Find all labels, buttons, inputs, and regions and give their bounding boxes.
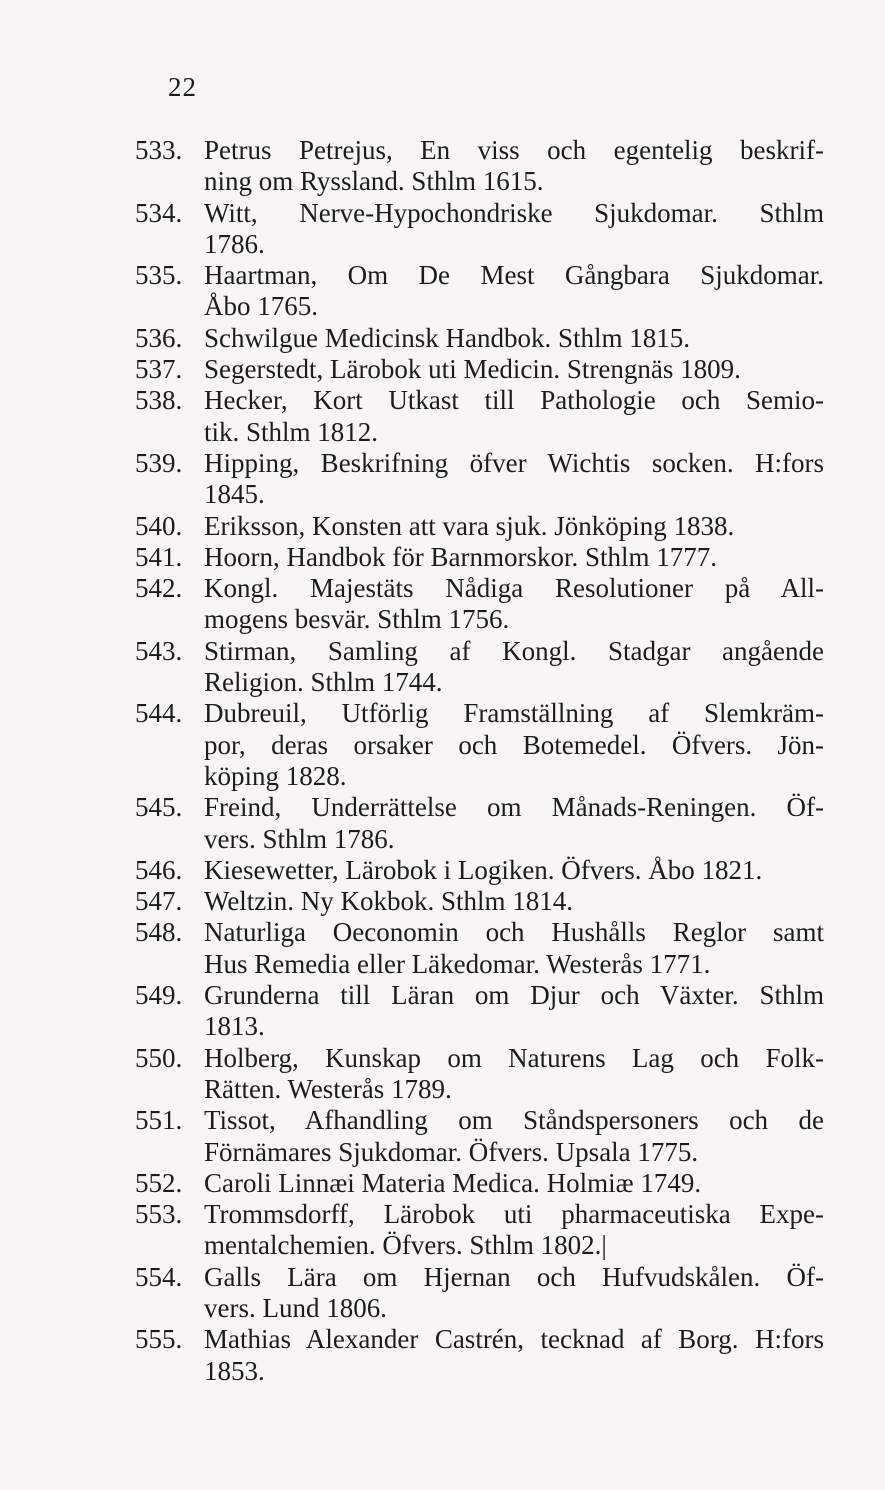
entry-line: Stirman, Samling af Kongl. Stadgar angående [204,635,824,666]
catalogue-entry [135,511,835,542]
entry-line: por, deras orsaker och Botemedel. Öfvers. Jön- [204,729,824,760]
entry-number: 547. [135,886,183,917]
entry-line: Åbo 1765. [204,291,318,322]
entry-line: 1853. [204,1355,265,1386]
entry-text [204,323,824,354]
entry-line: Grunderna till Läran om Djur och Växter. Sthlm [204,980,824,1011]
catalogue-entry [135,198,835,261]
entry-number: 545. [135,792,183,823]
entry-text [204,917,824,980]
catalogue-entry [135,636,835,699]
catalogue-entry [135,1262,835,1325]
entry-text [204,260,824,323]
entry-line: Tissot, Afhandling om Ståndspersoners och de [204,1105,824,1136]
catalogue-entry [135,1168,835,1199]
entry-line: Segerstedt, Lärobok uti Medicin. Strengnäs 1809. [204,354,741,385]
entry-line: mentalchemien. Öfvers. Sthlm 1802.| [204,1230,607,1261]
entry-number: 536. [135,322,183,353]
entry-text [204,636,824,699]
entry-line: Petrus Petrejus, En viss och egentelig beskrif- [204,135,824,165]
entry-line: 1813. [204,1011,265,1042]
entry-line: Religion. Sthlm 1744. [204,667,443,698]
entry-text [204,511,824,542]
catalogue-entry [135,385,835,448]
entry-number: 534. [135,197,183,228]
entry-text [204,1199,824,1262]
entry-line: Hecker, Kort Utkast till Pathologie och Semio- [204,385,824,416]
entry-line: vers. Sthlm 1786. [204,823,395,854]
entry-text [204,1168,824,1199]
entry-line: Witt, Nerve-Hypochondriske Sjukdomar. Sthlm [204,197,824,228]
entry-line: Haartman, Om De Mest Gångbara Sjukdomar. [204,260,824,291]
catalogue-entry [135,855,835,886]
entry-line: Kiesewetter, Lärobok i Logiken. Öfvers. Åbo 1821. [204,854,763,885]
catalogue-entry [135,792,835,855]
entry-line: Holberg, Kunskap om Naturens Lag och Folk- [204,1042,824,1073]
entry-number: 551. [135,1105,183,1136]
entry-text [204,135,824,198]
entry-number: 533. [135,135,183,165]
catalogue-entry [135,1043,835,1106]
entry-text [204,354,824,385]
entry-line: 1786. [204,228,265,259]
entry-number: 552. [135,1167,183,1198]
entry-line: Galls Lära om Hjernan och Hufvudskålen. Öf- [204,1261,824,1292]
entry-number: 538. [135,385,183,416]
entry-text [204,1324,824,1387]
entry-line: tik. Sthlm 1812. [204,416,379,447]
entry-text [204,886,824,917]
entry-line: Hus Remedia eller Läkedomar. Westerås 1771. [204,948,711,979]
entry-number: 553. [135,1199,183,1230]
catalogue-entry [135,542,835,573]
entry-line: Förnämares Sjukdomar. Öfvers. Upsala 1775. [204,1136,699,1167]
entry-number: 546. [135,854,183,885]
catalogue-entry [135,573,835,636]
entry-number: 555. [135,1324,183,1355]
catalogue-entry [135,323,835,354]
catalogue-entry [135,260,835,323]
entry-text [204,198,824,261]
catalogue-entry [135,448,835,511]
entry-line: Mathias Alexander Castrén, tecknad af Borg. H:fors [204,1324,824,1355]
entry-number: 537. [135,354,183,385]
entry-text [204,448,824,511]
entry-line: Dubreuil, Utförlig Framställning af Slemkräm- [204,698,824,729]
entry-number: 540. [135,510,183,541]
entry-line: Weltzin. Ny Kokbok. Sthlm 1814. [204,886,574,917]
entry-line: Schwilgue Medicinsk Handbok. Sthlm 1815. [204,322,690,353]
catalogue-list [135,135,835,1387]
entry-number: 543. [135,635,183,666]
entry-line: Trommsdorff, Lärobok uti pharmaceutiska Expe- [204,1199,824,1230]
entry-number: 549. [135,980,183,1011]
entry-text [204,1043,824,1106]
entry-number: 541. [135,541,183,572]
entry-line: Eriksson, Konsten att vara sjuk. Jönköping 1838. [204,510,735,541]
entry-text [204,542,824,573]
entry-line: Caroli Linnæi Materia Medica. Holmiæ 1749. [204,1167,702,1198]
entry-text [204,385,824,448]
entry-number: 539. [135,447,183,478]
entry-number: 554. [135,1261,183,1292]
entry-number: 535. [135,260,183,291]
catalogue-entry [135,354,835,385]
entry-line: Kongl. Majestäts Nådiga Resolutioner på All- [204,573,824,604]
catalogue-entry [135,917,835,980]
entry-text [204,1262,824,1325]
catalogue-entry [135,1105,835,1168]
entry-number: 544. [135,698,183,729]
catalogue-entry [135,980,835,1043]
catalogue-entry [135,698,835,792]
entry-line: Hipping, Beskrifning öfver Wichtis socken. H:fors [204,447,824,478]
entry-text [204,1105,824,1168]
entry-text [204,980,824,1043]
entry-text [204,855,824,886]
entry-number: 548. [135,917,183,948]
catalogue-entry [135,1324,835,1387]
entry-line: köping 1828. [204,760,347,791]
entry-number: 550. [135,1042,183,1073]
entry-line: mogens besvär. Sthlm 1756. [204,604,510,635]
catalogue-entry [135,135,835,198]
entry-text [204,573,824,636]
entry-text [204,792,824,855]
entry-line: Freind, Underrättelse om Månads-Reningen. Öf- [204,792,824,823]
catalogue-entry [135,1199,835,1262]
catalogue-entry [135,886,835,917]
entry-text [204,698,824,792]
entry-number: 542. [135,573,183,604]
entry-line: 1845. [204,479,265,510]
page-number: 22 [168,72,197,102]
entry-line: Hoorn, Handbok för Barnmorskor. Sthlm 1777. [204,541,717,572]
entry-line: Naturliga Oeconomin och Hushålls Reglor samt [204,917,824,948]
entry-line: Rätten. Westerås 1789. [204,1073,452,1104]
entry-line: vers. Lund 1806. [204,1292,387,1323]
entry-line: ning om Ryssland. Sthlm 1615. [204,166,544,197]
